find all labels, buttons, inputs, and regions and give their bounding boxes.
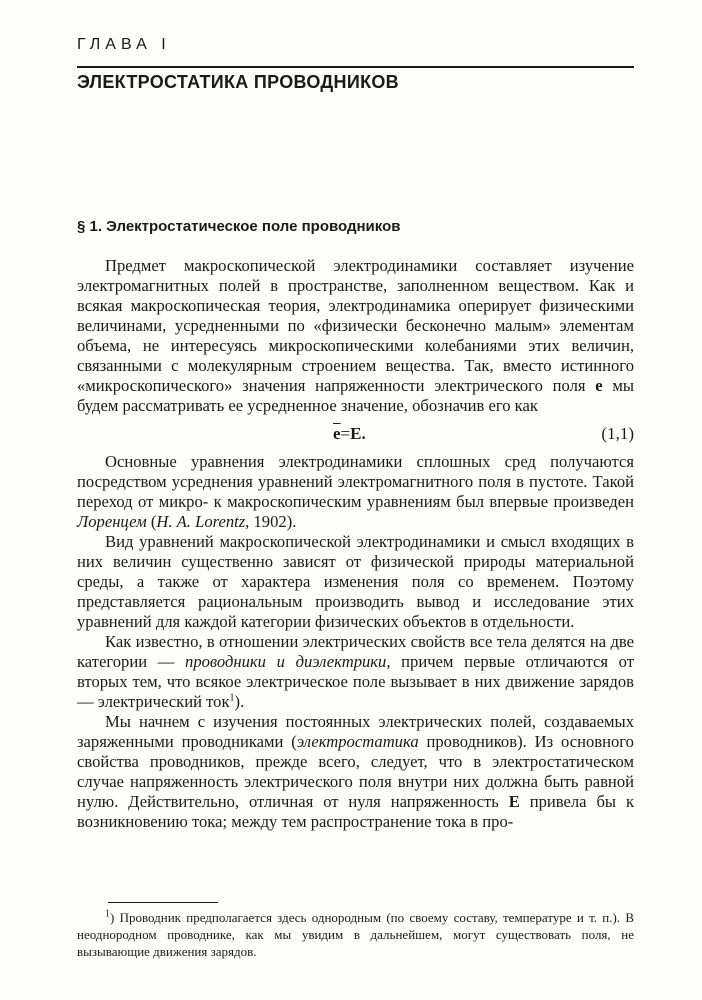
paragraph-5: Мы начнем с изучения постоянных электрических полей, создаваемых заряженными проводниками (электростатика проводников). Из основного свойства проводников, прежде всего, следует, что в электростатическом случае напряженность электрического поля внутри них должна быть равной нулю. Действительно, отличная от нуля напряженность E привела бы к возникновению тока; между тем распространение тока в про- (77, 712, 635, 831)
formula-equals: = (340, 424, 351, 443)
footnote-text: ) Проводник предполагается здесь однородным (по своему составу, температуре и т. п.). В неоднородном проводнике, как мы увидим в дальнейшем, могут существовать поля, не вызывающие движения зарядов. (77, 910, 634, 959)
footnote-rule (108, 902, 218, 903)
header-rule (77, 66, 634, 68)
formula-rhs: E. (350, 424, 366, 443)
vector-e: e (595, 376, 603, 395)
author-latin-name: Н. А. Lorentz, (156, 512, 250, 531)
term-conductors: проводники (185, 652, 266, 671)
paragraph-4: Как известно, в отношении электрических свойств все тела делятся на две категории — проводники и диэлектрики, причем первые отличаются от вторых тем, что всякое электрическое поле вызывает в них движение зарядов — электрический ток$^1$). (77, 632, 635, 711)
paragraph-1: Предмет макроскопической электродинамики составляет изучение электромагнитных полей в пространстве, заполненном веществом. Как и всякая макроскопическая теория, электродинамика оперирует физическими величинами, усредненными по «физически бесконечно малым» элементам объема, не интересуясь микроскопическими колебаниями этих величин, связанными с молекулярным строением вещества. Так, вместо истинного «микроскопического» значения напряженности электрического поля e мы будем рассматривать ее усредненное значение, обозначив его как (77, 256, 634, 415)
vector-E: E (508, 792, 520, 811)
footnote-marker: 1 (105, 908, 110, 920)
body-text (77, 256, 634, 832)
footnote-ref: 1 (229, 692, 235, 704)
formula-lhs: $\overline{e}$ (333, 424, 341, 443)
formula-number: (1,1) (601, 424, 634, 443)
paragraph-3: Вид уравнений макроскопической электродинамики и смысл входящих в них величин существенно зависят от физической природы материальной среды, а также от характера изменения поля со временем. Поэтому представляется рациональным производить вывод и исследование этих уравнений для каждой категории физических объектов в отдельности. (77, 532, 634, 631)
chapter-label: ГЛАВА I (77, 36, 171, 53)
section-title: § 1. Электростатическое поле проводников (77, 218, 401, 235)
footnote (77, 909, 634, 960)
formula-expression (333, 424, 366, 444)
formula-1-1 (77, 418, 634, 450)
paragraph-2: Основные уравнения электродинамики сплошных сред получаются посредством усреднения уравнений электромагнитного поля в пустоте. Такой переход от микро- к макроскопическим уравнениям был впервые произведен Лоренцем (Н. А. Lorentz, 1902). (77, 452, 634, 531)
chapter-title: ЭЛЕКТРОСТАТИКА ПРОВОДНИКОВ (77, 72, 399, 92)
term-dielectrics: диэлектрики, (295, 652, 391, 671)
author-name: Лоренцем (77, 512, 147, 531)
term-electrostatics: электростатика (296, 732, 419, 751)
